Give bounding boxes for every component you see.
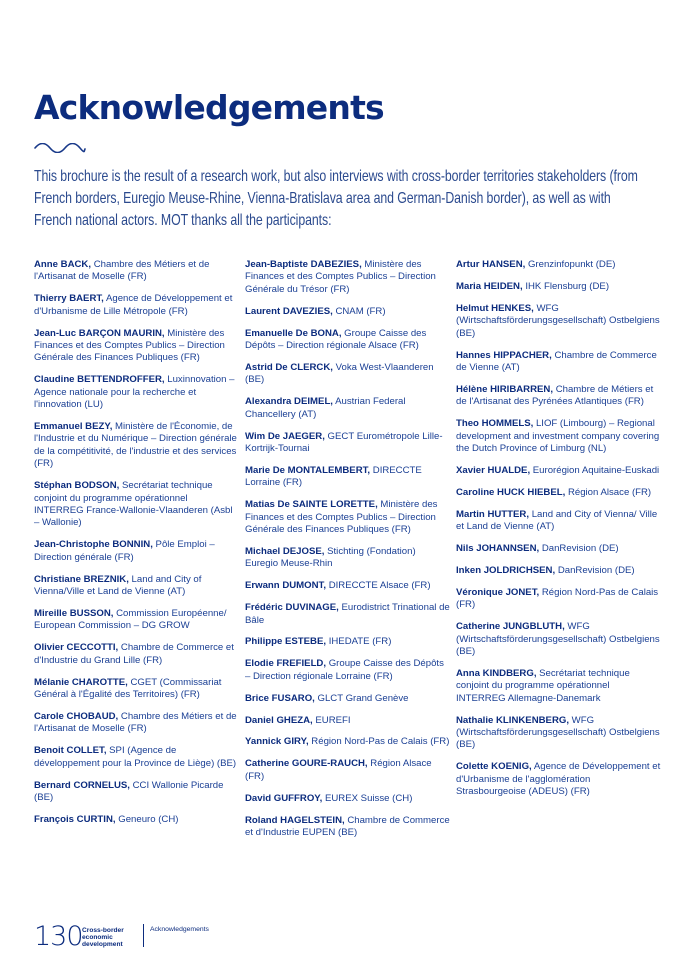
participant-name: Mélanie CHAROTTE,	[34, 676, 128, 688]
participant-name: Stéphan BODSON,	[34, 480, 120, 492]
participants-column-2	[245, 259, 450, 849]
participant-entry	[245, 693, 450, 705]
participant-entry	[34, 711, 239, 736]
participant-entry	[245, 736, 450, 748]
participant-organisation: Secrétariat technique conjoint du programme opérationnel INTERREG France-Wallonie-Vlaanderen (Asbl – Wallonie)	[34, 480, 233, 529]
participant-name: Erwann DUMONT,	[245, 580, 327, 592]
participant-name: Nathalie KLINKENBERG,	[456, 714, 570, 726]
participant-organisation: Ministère des Finances et des Comptes Publics – Direction Générale du Trésor (FR)	[245, 259, 436, 295]
participant-organisation: WFG (Wirtschaftsförderungsgesellschaft) Ostbelgiens (BE)	[456, 302, 660, 339]
participant-entry	[34, 677, 239, 702]
participant-name: Hannes HIPPACHER,	[456, 349, 552, 361]
participant-organisation: Eurodistrict Trinational de Bâle	[245, 602, 450, 626]
participant-organisation: Agence de Développement et d'Urbanisme de Lille Métropole (FR)	[34, 293, 233, 317]
participant-organisation: Ministère des Finances et des Comptes Publics – Direction Générale des Finances Publiques (FR)	[34, 327, 225, 364]
participant-entry	[456, 715, 661, 752]
participant-name: Emanuelle De BONA,	[245, 327, 342, 339]
participant-organisation: Geneuro (CH)	[115, 813, 179, 825]
participant-name: Wim De JAEGER,	[245, 430, 325, 442]
participant-organisation: Commission Européenne/ European Commission – DG GROW	[34, 607, 227, 632]
participant-organisation: Pôle Emploi – Direction générale (FR)	[34, 539, 215, 563]
participant-organisation: Chambre des Métiers et de l'Artisanat de Moselle (FR)	[34, 259, 210, 283]
participant-entry	[456, 587, 661, 612]
participant-entry	[456, 465, 661, 477]
participant-organisation: GECT Eurométropole Lille-Kortrijk-Tournai	[245, 430, 443, 454]
participant-organisation: Groupe Caisse des Dépôts – Direction régionale Alsace (FR)	[245, 327, 427, 352]
participant-entry	[456, 509, 661, 534]
participant-name: Claudine BETTENDROFFER,	[34, 374, 165, 386]
participant-name: Catherine JUNGBLUTH,	[456, 621, 565, 633]
participant-organisation: LIOF (Limbourg) – Regional development and investment company covering the Dutch Province of Limburg (NL)	[456, 418, 660, 454]
participant-name: Marie De MONTALEMBERT,	[245, 464, 371, 476]
participant-name: Colette KOENIG,	[456, 761, 532, 773]
participant-entry	[245, 636, 450, 648]
participant-name: Yannick GIRY,	[245, 736, 309, 748]
participant-entry	[245, 546, 450, 571]
participant-entry	[245, 306, 450, 318]
participant-entry	[245, 259, 450, 296]
participant-entry	[456, 621, 661, 658]
participant-entry	[34, 608, 239, 633]
participant-organisation: EUREFI	[312, 714, 351, 726]
participant-name: Astrid De CLERCK,	[245, 361, 333, 373]
participant-entry	[245, 793, 450, 805]
wave-ornament-icon	[34, 143, 86, 153]
participant-organisation: Ministère de l'Économie, de l'Industrie et du Numérique – Direction générale de la compétitivité, de l'industrie et des services (FR)	[34, 421, 237, 470]
participant-entry	[456, 350, 661, 375]
participant-entry	[456, 259, 661, 271]
participant-organisation: Secrétariat technique conjoint du programme opérationnel INTERREG Allemagne-Danemark	[456, 667, 630, 704]
participants-column-1	[34, 259, 239, 836]
participant-name: Emmanuel BEZY,	[34, 421, 113, 433]
participant-organisation: Chambre de Commerce et d'Industrie du Grand Lille (FR)	[34, 642, 234, 666]
participant-entry	[34, 574, 239, 599]
participant-organisation: CGET (Commissariat Général à l'Égalité des Territoires) (FR)	[34, 676, 222, 700]
participant-entry	[245, 602, 450, 627]
participant-organisation: Land and City of Vienna/ Ville et Land de Vienne (AT)	[456, 508, 658, 533]
participant-name: Jean-Christophe BONNIN,	[34, 539, 153, 551]
participant-organisation: IHK Flensburg (DE)	[522, 280, 610, 292]
participant-name: Frédéric DUVINAGE,	[245, 602, 339, 614]
participant-entry	[245, 431, 450, 456]
participant-name: Caroline HUCK HIEBEL,	[456, 486, 566, 498]
participant-entry	[34, 814, 239, 826]
section-name: Acknowledgements	[150, 926, 209, 933]
participant-organisation: CNAM (FR)	[332, 305, 386, 317]
participant-entry	[456, 281, 661, 293]
participant-organisation: WFG (Wirtschaftsförderungsgesellschaft) Ostbelgiens (BE)	[456, 621, 660, 657]
participant-entry	[245, 658, 450, 683]
participant-name: Nils JOHANNSEN,	[456, 543, 540, 554]
page-title: Acknowledgements	[34, 88, 384, 127]
participant-entry	[245, 499, 450, 536]
participant-name: David GUFFROY,	[245, 792, 323, 804]
participant-entry	[34, 539, 239, 564]
participant-organisation: Grenzinfopunkt (DE)	[525, 259, 616, 270]
participant-organisation: GLCT Grand Genève	[314, 692, 409, 704]
participant-organisation: Groupe Caisse des Dépôts – Direction régionale Lorraine (FR)	[245, 658, 444, 682]
participant-organisation: SPI (Agence de développement pour la Province de Liège) (BE)	[34, 745, 237, 769]
participant-name: Laurent DAVEZIES,	[245, 305, 333, 317]
participant-organisation: Voka West-Vlaanderen (BE)	[245, 361, 434, 386]
participant-entry	[456, 418, 661, 455]
participant-name: Martin HUTTER,	[456, 508, 530, 520]
participant-organisation: Chambre des Métiers et de l'Artisanat de Moselle (FR)	[34, 710, 237, 735]
participant-entry	[456, 668, 661, 705]
participant-name: Anna KINDBERG,	[456, 667, 537, 679]
participant-organisation: DIRECCTE Alsace (FR)	[326, 580, 431, 592]
participant-entry	[245, 362, 450, 387]
participant-name: Christiane BREZNIK,	[34, 573, 129, 585]
participant-organisation: Chambre de Commerce et d'Industrie EUPEN (BE)	[245, 814, 450, 838]
participant-organisation: DanRevision (DE)	[539, 543, 619, 554]
participant-organisation: Stichting (Fondation) Euregio Meuse-Rhin	[245, 545, 416, 570]
participant-name: Michael DEJOSE,	[245, 545, 325, 557]
participant-name: Carole CHOBAUD,	[34, 710, 119, 722]
participant-name: Alexandra DEIMEL,	[245, 396, 333, 408]
page-number: 130	[34, 921, 83, 952]
participant-organisation: EUREX Suisse (CH)	[322, 792, 413, 804]
participant-name: Véronique JONET,	[456, 586, 540, 598]
participant-organisation: Chambre de Métiers et de l'Artisanat des Pyrénées Atlantiques (FR)	[456, 383, 654, 408]
intro-paragraph: This brochure is the result of a research work, but also interviews with cross-border territories stakeholders (from French borders, Euregio Meuse-Rhine, Vienna-Bratislava area and German-Danish border), as well as with French national actors. MOT thanks all the participants:	[34, 168, 638, 229]
participant-organisation: Luxinnovation – Agence nationale pour la recherche et l'innovation (LU)	[34, 374, 235, 411]
participant-organisation: DIRECCTE Lorraine (FR)	[245, 464, 422, 489]
participant-organisation: Land and City of Vienna/Ville et Land de Vienne (AT)	[34, 573, 202, 598]
participant-name: Catherine GOURE-RAUCH,	[245, 758, 368, 770]
participant-name: Anne BACK,	[34, 259, 92, 270]
participant-entry	[456, 543, 661, 555]
participant-entry	[34, 780, 239, 805]
participant-name: Brice FUSARO,	[245, 692, 315, 704]
participant-entry	[456, 303, 661, 340]
participant-entry	[245, 580, 450, 592]
participant-name: Elodie FREFIELD,	[245, 658, 327, 670]
participants-column-3	[456, 259, 661, 808]
participant-entry	[245, 465, 450, 490]
participant-entry	[456, 487, 661, 499]
participant-organisation: Austrian Federal Chancellery (AT)	[245, 396, 406, 420]
participant-organisation: Région Alsace (FR)	[245, 758, 432, 782]
participant-name: Theo HOMMELS,	[456, 418, 534, 430]
participant-organisation: Région Nord-Pas de Calais (FR)	[308, 736, 450, 748]
participant-organisation: Agence de Développement et d'Urbanisme de l'agglomération Strasbourgeoise (ADEUS) (FR)	[456, 761, 661, 798]
participant-entry	[34, 421, 239, 471]
participant-name: Inken JOLDRICHSEN,	[456, 564, 556, 576]
participant-entry	[245, 715, 450, 727]
publication-title: Cross-border economic development	[82, 927, 124, 948]
participant-name: François CURTIN,	[34, 813, 116, 825]
participant-entry	[245, 758, 450, 783]
participant-name: Jean-Baptiste DABEZIES,	[245, 259, 362, 270]
participant-name: Maria HEIDEN,	[456, 280, 523, 292]
participant-entry	[456, 761, 661, 798]
participant-entry	[456, 565, 661, 577]
participant-organisation: IHEDATE (FR)	[326, 636, 392, 648]
participant-name: Philippe ESTEBE,	[245, 636, 327, 648]
participant-name: Xavier HUALDE,	[456, 464, 531, 476]
participant-organisation: CCI Wallonie Picarde (BE)	[34, 779, 224, 803]
participant-entry	[34, 642, 239, 667]
participant-entry	[245, 815, 450, 840]
participant-entry	[34, 745, 239, 770]
participant-organisation: Ministère des Finances et des Comptes Publics – Direction Générale des Finances Publiques (FR)	[245, 499, 438, 535]
participant-name: Mireille BUSSON,	[34, 607, 114, 619]
participant-name: Jean-Luc BARÇON MAURIN,	[34, 327, 165, 339]
participant-name: Roland HAGELSTEIN,	[245, 814, 345, 826]
participant-entry	[245, 328, 450, 353]
participant-organisation: Région Nord-Pas de Calais (FR)	[456, 586, 659, 611]
participant-name: Artur HANSEN,	[456, 259, 526, 270]
participant-entry	[245, 396, 450, 421]
participant-organisation: Eurorégion Aquitaine-Euskadi	[530, 464, 660, 476]
participant-entry	[456, 384, 661, 409]
participant-name: Olivier CECCOTTI,	[34, 642, 119, 654]
participant-name: Daniel GHEZA,	[245, 714, 313, 726]
participant-name: Thierry BAERT,	[34, 293, 104, 305]
participant-entry	[34, 259, 239, 284]
participant-name: Matias De SAINTE LORETTE,	[245, 499, 378, 511]
participant-organisation: DanRevision (DE)	[555, 564, 635, 576]
participant-organisation: WFG (Wirtschaftsförderungsgesellschaft) Ostbelgiens (BE)	[456, 714, 660, 751]
participant-entry	[34, 480, 239, 530]
participant-organisation: Chambre de Commerce de Vienne (AT)	[456, 349, 657, 373]
participant-name: Helmut HENKES,	[456, 302, 534, 314]
participant-entry	[34, 374, 239, 411]
participant-name: Bernard CORNELUS,	[34, 779, 130, 791]
participant-entry	[34, 293, 239, 318]
participant-entry	[34, 328, 239, 365]
participant-organisation: Région Alsace (FR)	[565, 486, 652, 498]
participant-name: Benoit COLLET,	[34, 745, 107, 757]
footer-divider	[143, 924, 144, 947]
participant-name: Hélène HIRIBARREN,	[456, 383, 554, 395]
